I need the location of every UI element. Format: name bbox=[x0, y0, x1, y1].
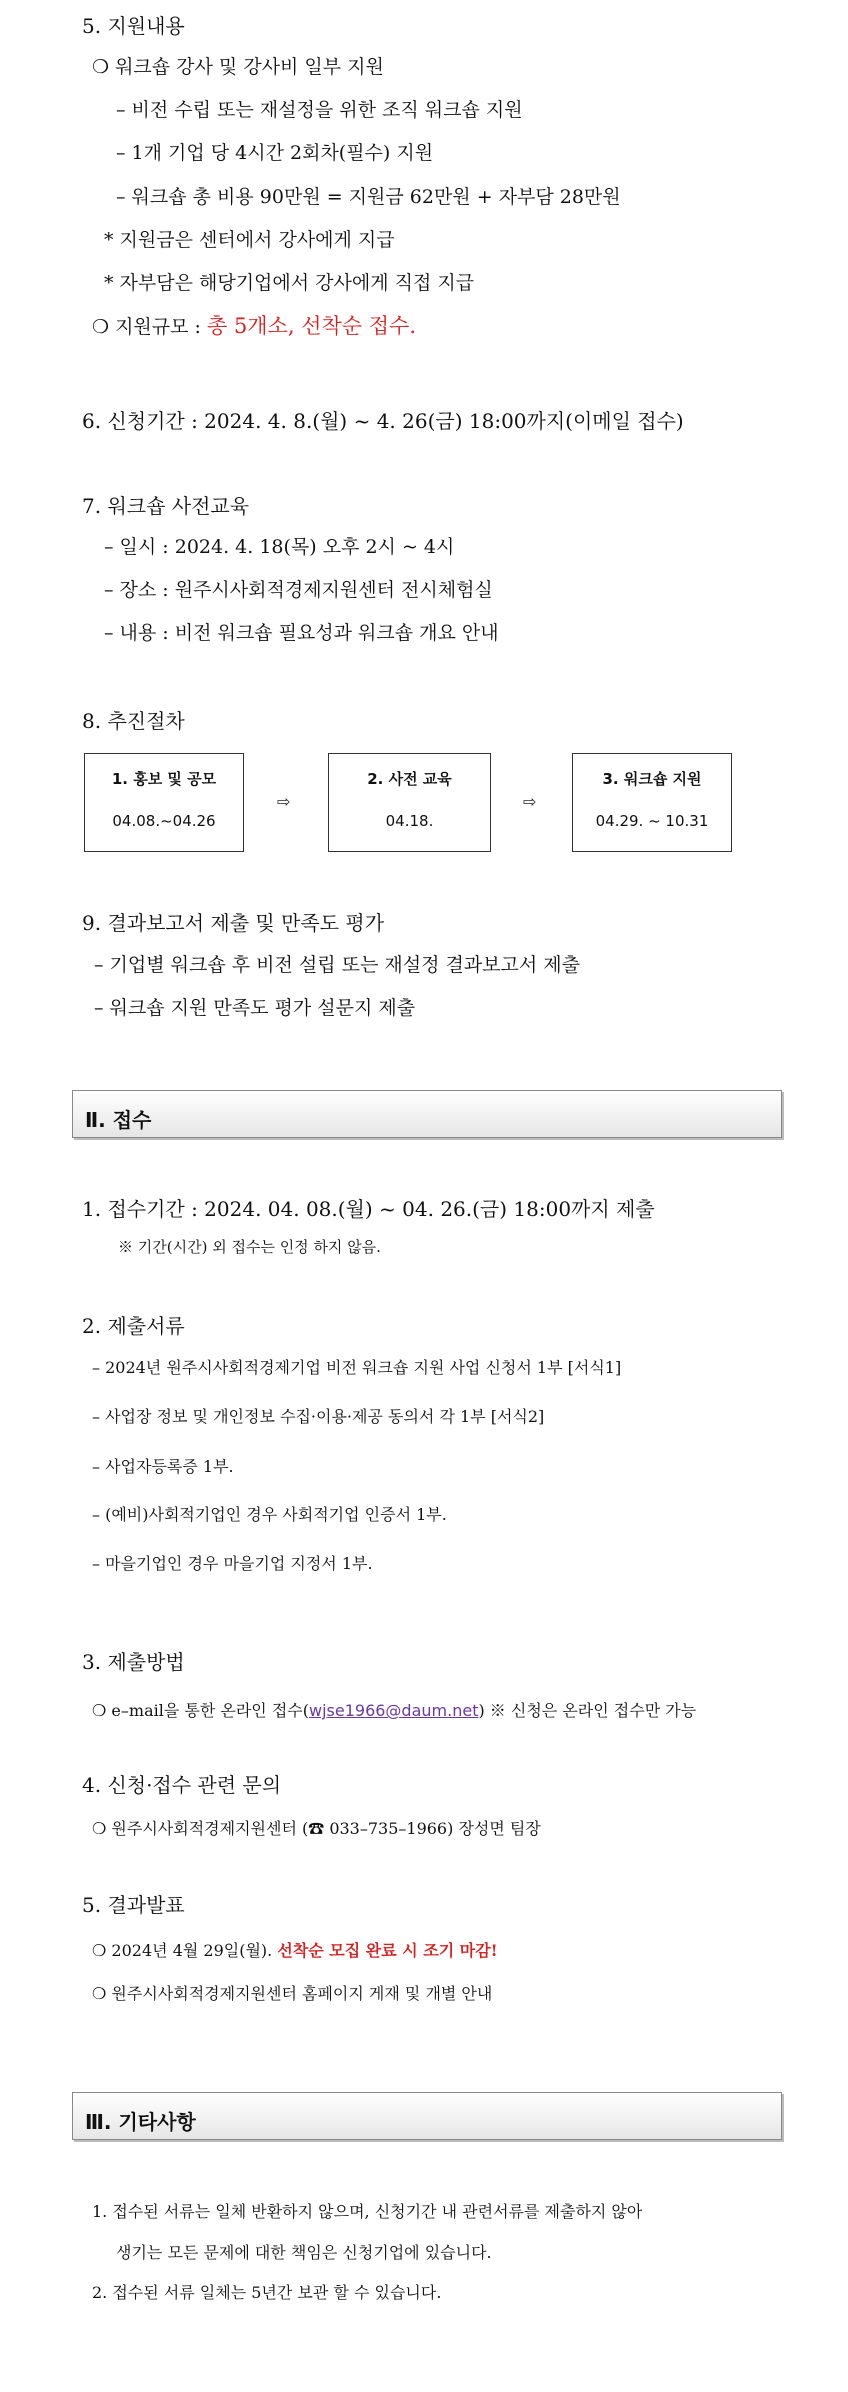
s7-line-1: – 일시 : 2024. 4. 18(목) 오후 2시 ~ 4시 bbox=[104, 536, 455, 558]
r2-item-2: – 사업장 정보 및 개인정보 수집·이용·제공 동의서 각 1부 [서식2] bbox=[92, 1407, 545, 1426]
r5-title: 5. 결과발표 bbox=[82, 1893, 185, 1917]
section-title: Ⅲ. 기타사항 bbox=[85, 2110, 196, 2134]
etc-line-1: 1. 접수된 서류는 일체 반환하지 않으며, 신청기간 내 관련서류를 제출하지 않아 bbox=[92, 2202, 643, 2221]
step-box-1 bbox=[84, 753, 244, 852]
r5-line-2: ❍ 원주시사회적경제지원센터 홈페이지 게재 및 개별 안내 bbox=[92, 1984, 493, 2003]
step-2-date: 04.18. bbox=[385, 812, 434, 830]
r4-line-1: ❍ 원주시사회적경제지원센터 (☎ 033–735–1966) 장성면 팀장 bbox=[92, 1819, 541, 1838]
r3-line bbox=[92, 1703, 696, 1719]
s9-title: 9. 결과보고서 제출 및 만족도 평가 bbox=[82, 911, 385, 935]
r2-item-1: – 2024년 원주시사회적경제기업 비전 워크숍 지원 사업 신청서 1부 [서식1] bbox=[92, 1358, 622, 1377]
s7-line-2: – 장소 : 원주시사회적경제지원센터 전시체험실 bbox=[104, 579, 493, 601]
r1-title: 1. 접수기간 : 2024. 04. 08.(월) ~ 04. 26.(금) 18:00까지 제출 bbox=[82, 1197, 655, 1221]
section-header-etc bbox=[72, 2092, 782, 2140]
r5-line-1 bbox=[92, 1943, 498, 1959]
r3-prefix: ❍ e–mail을 통한 온라인 접수( bbox=[92, 1701, 309, 1720]
s5-line-5: * 지원금은 센터에서 강사에게 지급 bbox=[104, 229, 395, 251]
section-title: Ⅱ. 접수 bbox=[85, 1108, 152, 1132]
step-1-label: 1. 홍보 및 공모 bbox=[111, 770, 217, 788]
s6-title: 6. 신청기간 : 2024. 4. 8.(월) ~ 4. 26(금) 18:00까지(이메일 접수) bbox=[82, 409, 684, 433]
arrow-right-icon: ⇨ bbox=[277, 792, 291, 811]
r2-item-4: – (예비)사회적기업인 경우 사회적기업 인증서 1부. bbox=[92, 1505, 447, 1524]
s5-line-6: * 자부담은 해당기업에서 강사에게 직접 지급 bbox=[104, 272, 475, 294]
s7-line-3: – 내용 : 비전 워크숍 필요성과 워크숍 개요 안내 bbox=[104, 622, 499, 644]
s5-line-3: – 1개 기업 당 4시간 2회차(필수) 지원 bbox=[116, 142, 434, 164]
s5-scale-label: ❍ 지원규모 : bbox=[92, 316, 207, 338]
step-3-date: 04.29. ~ 10.31 bbox=[595, 812, 709, 830]
s5-title: 5. 지원내용 bbox=[82, 14, 185, 38]
r5-date: ❍ 2024년 4월 29일(월). bbox=[92, 1941, 278, 1960]
r3-title: 3. 제출방법 bbox=[82, 1650, 185, 1674]
step-box-3 bbox=[572, 753, 732, 852]
s5-scale bbox=[92, 316, 416, 337]
section-header-reception bbox=[72, 1090, 782, 1138]
s8-title: 8. 추진절차 bbox=[82, 709, 185, 733]
s5-line-1: ❍ 워크숍 강사 및 강사비 일부 지원 bbox=[92, 56, 384, 78]
r2-item-5: – 마을기업인 경우 마을기업 지정서 1부. bbox=[92, 1554, 373, 1573]
r2-item-3: – 사업자등록증 1부. bbox=[92, 1457, 234, 1476]
step-2-label: 2. 사전 교육 bbox=[367, 770, 452, 788]
s5-line-2: – 비전 수립 또는 재설정을 위한 조직 워크숍 지원 bbox=[116, 99, 523, 121]
r3-suffix: ) ※ 신청은 온라인 접수만 가능 bbox=[478, 1701, 697, 1720]
step-1-date: 04.08.~04.26 bbox=[112, 812, 216, 830]
r2-title: 2. 제출서류 bbox=[82, 1314, 185, 1338]
arrow-right-icon: ⇨ bbox=[523, 792, 537, 811]
r4-title: 4. 신청·접수 관련 문의 bbox=[82, 1773, 282, 1797]
r5-early-close: 선착순 모집 완료 시 조기 마감! bbox=[277, 1941, 498, 1960]
s5-scale-value: 총 5개소, 선착순 접수. bbox=[206, 314, 417, 338]
email-link[interactable]: wjse1966@daum.net bbox=[309, 1701, 479, 1720]
s7-title: 7. 워크숍 사전교육 bbox=[82, 494, 250, 518]
step-box-2 bbox=[328, 753, 491, 852]
s5-line-4: – 워크숍 총 비용 90만원 = 지원금 62만원 + 자부담 28만원 bbox=[116, 186, 621, 208]
step-3-label: 3. 워크숍 지원 bbox=[602, 770, 702, 788]
s9-line-2: – 워크숍 지원 만족도 평가 설문지 제출 bbox=[94, 997, 416, 1019]
s9-line-1: – 기업별 워크숍 후 비전 설립 또는 재설정 결과보고서 제출 bbox=[94, 954, 580, 976]
r1-note: ※ 기간(시간) 외 접수는 인정 하지 않음. bbox=[118, 1238, 381, 1256]
etc-line-2: 2. 접수된 서류 일체는 5년간 보관 할 수 있습니다. bbox=[92, 2283, 442, 2302]
etc-line-1b: 생기는 모든 문제에 대한 책임은 신청기업에 있습니다. bbox=[116, 2243, 492, 2262]
